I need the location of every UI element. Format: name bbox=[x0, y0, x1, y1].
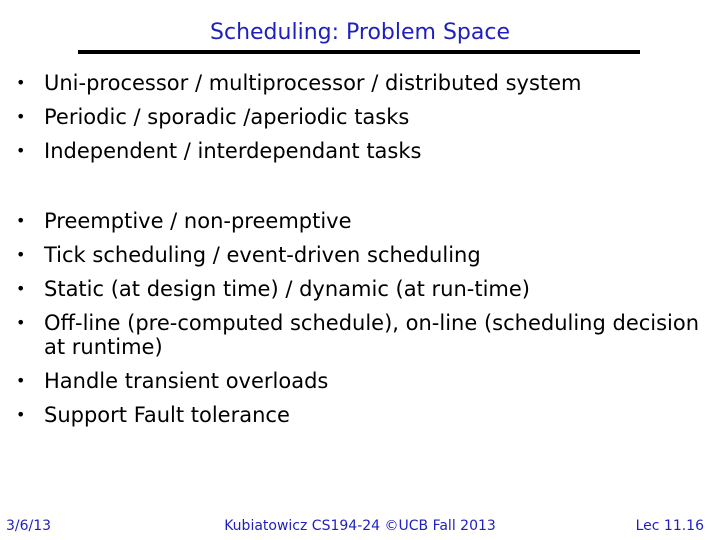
bullet-item bbox=[0, 272, 704, 306]
bullet-icon: • bbox=[16, 73, 26, 92]
bullet-text: Periodic / sporadic /aperiodic tasks bbox=[44, 105, 410, 129]
bullet-item bbox=[0, 364, 704, 398]
bullet-text: Handle transient overloads bbox=[44, 369, 329, 393]
bullet-text: Static (at design time) / dynamic (at run-time) bbox=[44, 277, 530, 301]
bullet-icon: • bbox=[16, 107, 26, 126]
bullet-text: Support Fault tolerance bbox=[44, 403, 290, 427]
bullet-text: Preemptive / non-preemptive bbox=[44, 209, 352, 233]
footer-slide-number: Lec 11.16 bbox=[635, 518, 704, 534]
bullet-list-scheduling-options bbox=[0, 204, 704, 432]
bullet-item bbox=[0, 100, 704, 134]
bullet-text: Tick scheduling / event-driven scheduling bbox=[44, 243, 481, 267]
footer-course: Kubiatowicz CS194-24 ©UCB Fall 2013 bbox=[224, 518, 496, 534]
bullet-list-problem-dimensions bbox=[0, 66, 704, 168]
bullet-item bbox=[0, 204, 704, 238]
footer-date: 3/6/13 bbox=[6, 518, 52, 534]
slide-title: Scheduling: Problem Space bbox=[210, 20, 510, 45]
bullet-icon: • bbox=[16, 211, 26, 230]
bullet-icon: • bbox=[16, 279, 26, 298]
bullet-item bbox=[0, 398, 704, 432]
title-underline bbox=[78, 50, 640, 54]
bullet-icon: • bbox=[16, 371, 26, 390]
bullet-item bbox=[0, 66, 704, 100]
bullet-icon: • bbox=[16, 141, 26, 160]
bullet-icon: • bbox=[16, 245, 26, 264]
bullet-icon: • bbox=[16, 313, 26, 332]
bullet-text: Uni-processor / multiprocessor / distributed system bbox=[44, 71, 582, 95]
bullet-text: Off-line (pre-computed schedule), on-line (scheduling decision at runtime) bbox=[44, 311, 700, 359]
bullet-item bbox=[0, 238, 704, 272]
bullet-item bbox=[0, 306, 704, 364]
bullet-text: Independent / interdependant tasks bbox=[44, 139, 422, 163]
bullet-item bbox=[0, 134, 704, 168]
bullet-icon: • bbox=[16, 405, 26, 424]
